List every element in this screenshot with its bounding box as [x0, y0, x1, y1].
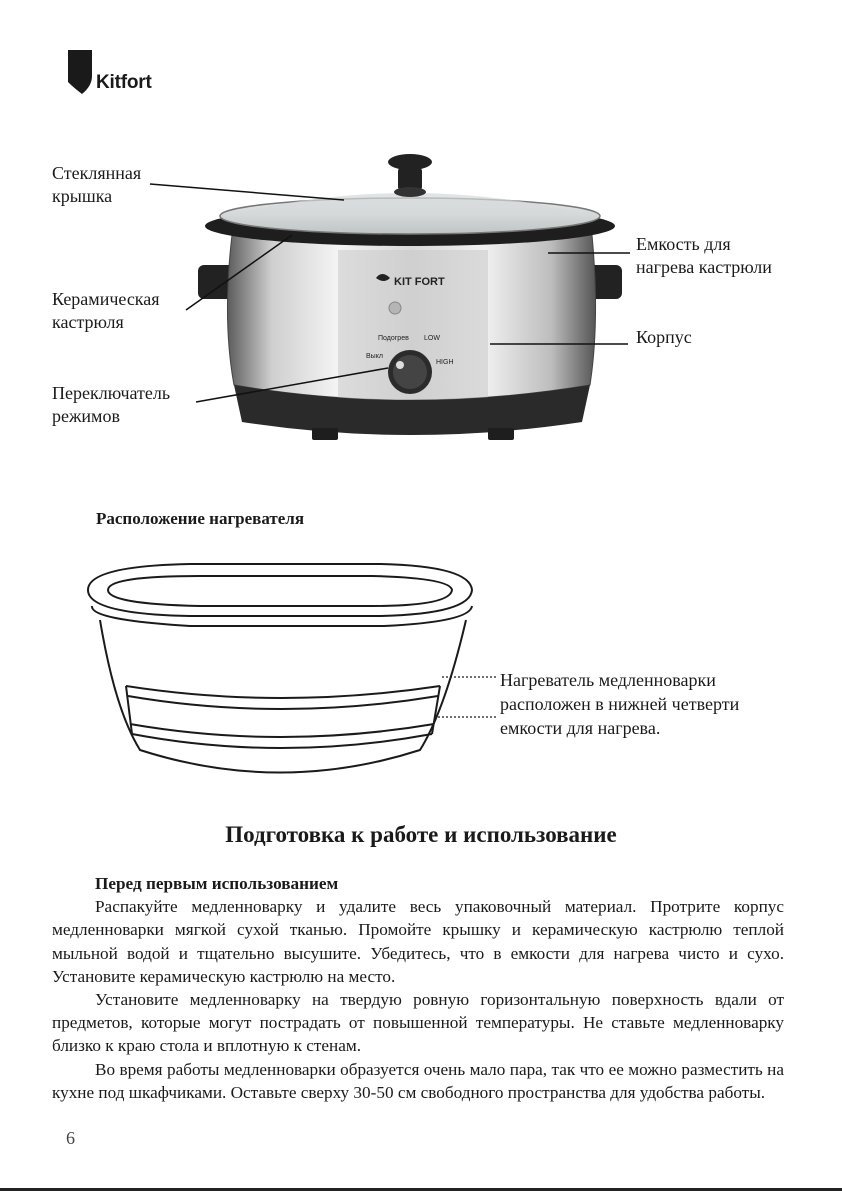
device-brand-plate: KIT FORT	[394, 276, 445, 288]
paragraph-2: Установите медленноварку на твердую ровную горизонтальную поверхность вдали от предметов, которые могут пострадать от повышенной температуры. Не ставьте медленноварку близко к краю стола и вплотную к стенам.	[52, 990, 784, 1056]
paragraph-3: Во время работы медленноварки образуется очень мало пара, так что ее можно разместить на кухне под шкафчиками. Оставьте сверху 30-50 см свободного пространства для удобства работы.	[52, 1059, 784, 1102]
section-subtitle: Перед первым использованием	[95, 874, 339, 893]
page-number: 6	[66, 1128, 75, 1148]
svg-text:HIGH: HIGH	[436, 359, 454, 366]
label-body: Корпус	[636, 327, 692, 347]
heater-location-note: Нагреватель медленноварки расположен в нижней четверти емкости для нагрева.	[500, 670, 740, 738]
svg-text:Подогрев: Подогрев	[378, 335, 409, 342]
section-title: Подготовка к работе и использование	[225, 822, 617, 847]
svg-text:Выкл: Выкл	[366, 353, 383, 360]
label-ceramic-pot: Керамическая кастрюля	[52, 289, 160, 332]
heater-figure-title: Расположение нагревателя	[96, 509, 305, 528]
svg-text:LOW: LOW	[424, 335, 440, 342]
section-body	[52, 872, 784, 1104]
label-mode-switch: Переключатель режимов	[52, 383, 171, 426]
label-heating-container: Емкость для нагрева кастрюли	[636, 234, 772, 277]
paragraph-1: Распакуйте медленноварку и удалите весь упаковочный материал. Протрите корпус медленноварки мягкой сухой тканью. Промойте крышку и керамическую кастрюлю теплой мыльной водой и тщательно высушите. Убедитесь, что в емкости для нагрева чисто и сухо. Установите керамическую кастрюлю на место.	[52, 897, 784, 986]
brand-name: Kitfort	[96, 72, 152, 93]
label-glass-lid: Стеклянная крышка	[52, 163, 142, 206]
